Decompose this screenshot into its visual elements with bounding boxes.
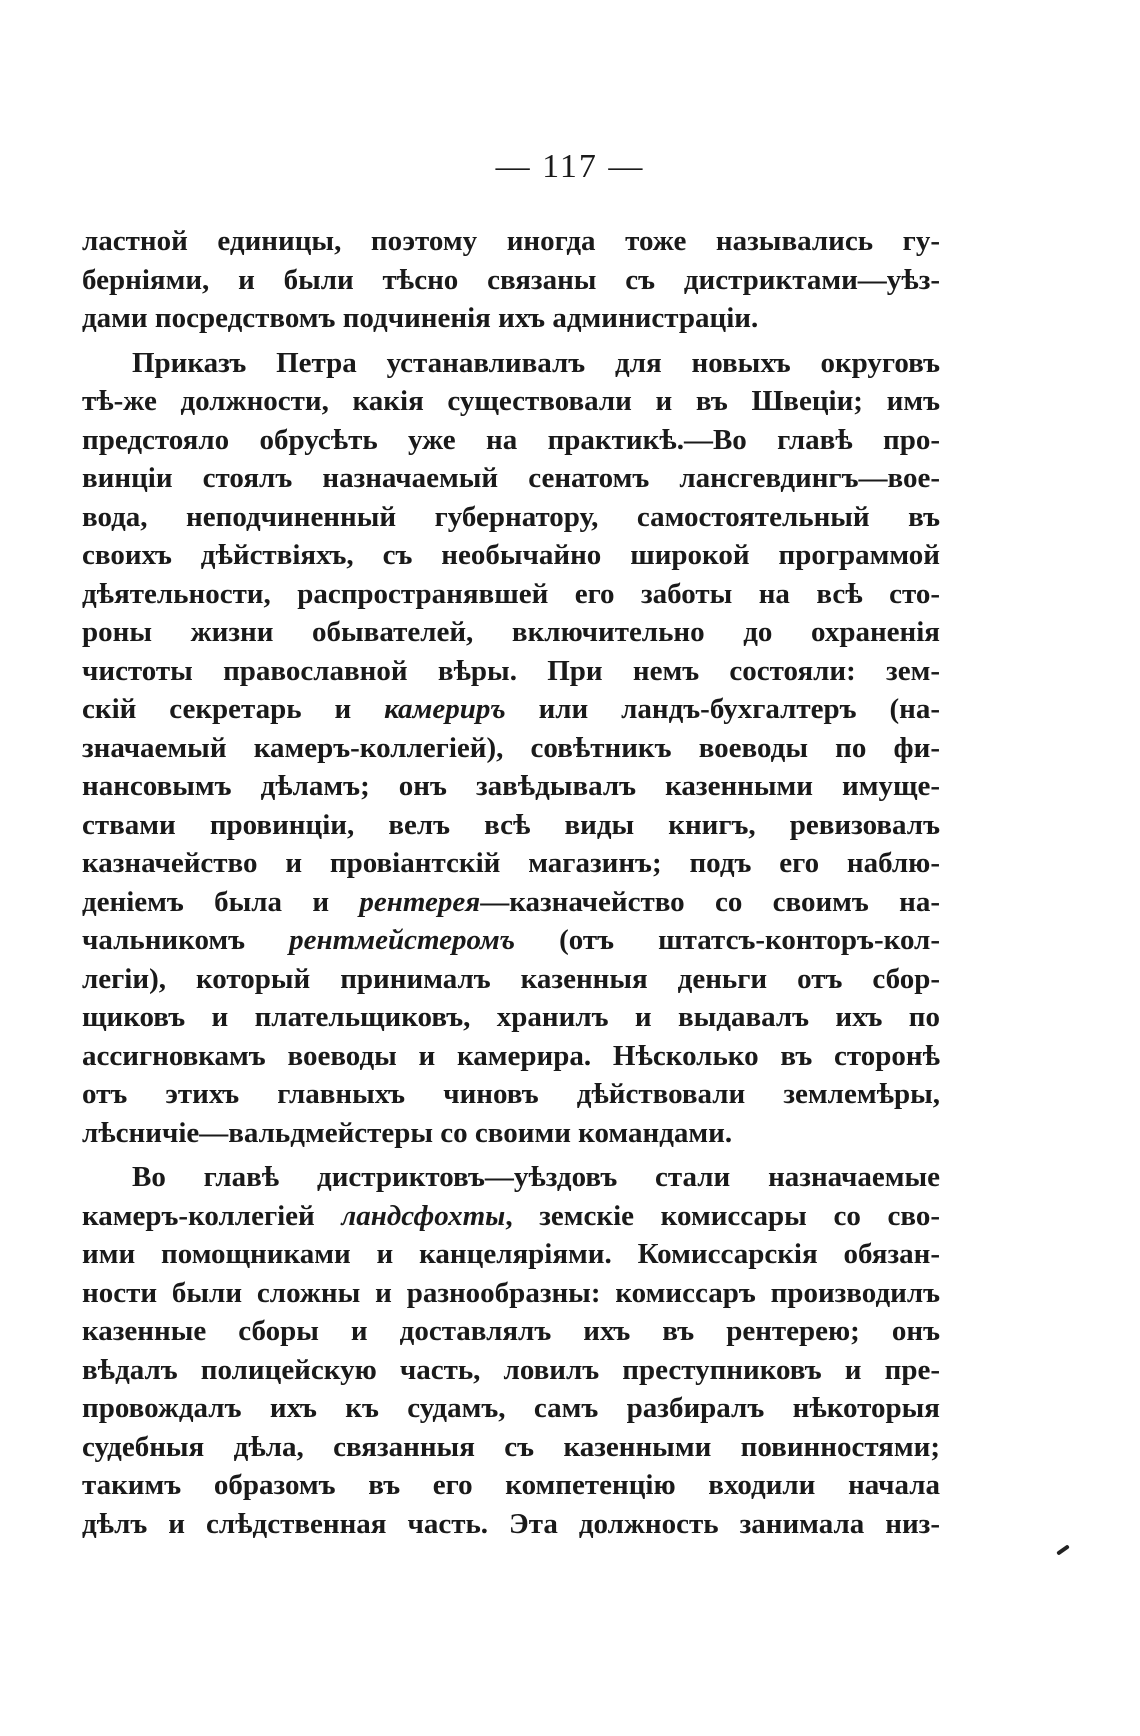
text-line	[82, 960, 940, 999]
text-run: (отъ штатсъ-конторъ-кол-	[515, 924, 940, 956]
text-line	[82, 806, 940, 845]
text-line	[82, 536, 940, 575]
text-line	[82, 1389, 940, 1428]
text-line	[82, 1428, 940, 1467]
text-run: ластной единицы, поэтому иногда тоже назывались гу-	[82, 225, 940, 257]
text-line	[82, 1197, 940, 1236]
text-run: чальникомъ	[82, 924, 290, 956]
text-line	[82, 1158, 940, 1197]
text-line	[82, 690, 940, 729]
text-run: своихъ дѣйствіяхъ, съ необычайно широкой программой	[82, 539, 940, 571]
text-line	[82, 652, 940, 691]
text-run: предстояло обрусѣть уже на практикѣ.—Во главѣ про-	[82, 423, 940, 456]
text-line	[82, 575, 940, 614]
text-run: вѣдалъ полицейскую часть, ловилъ преступниковъ и пре-	[82, 1353, 940, 1386]
text-run: Во главѣ дистриктовъ—уѣздовъ стали назначаемые	[132, 1161, 940, 1193]
text-line	[82, 1075, 940, 1114]
print-speck	[1056, 1544, 1070, 1555]
text-line	[82, 382, 940, 421]
text-run: ассигновкамъ воеводы и камерира. Нѣсколько въ сторонѣ	[82, 1039, 940, 1072]
text-run: отъ этихъ главныхъ чиновъ дѣйствовали землемѣры,	[82, 1078, 940, 1110]
body-text	[82, 222, 940, 1543]
text-run: роны жизни обывателей, включительно до охраненія	[82, 616, 940, 648]
text-run: дѣятельности, распространявшей его заботы на всѣ сто-	[82, 577, 940, 610]
text-line	[82, 729, 940, 768]
text-line	[82, 1114, 940, 1153]
text-run: берніями, и были тѣсно связаны съ дистриктами—уѣз-	[82, 263, 940, 296]
text-line	[82, 883, 940, 922]
text-run: казначейство и провіантскій магазинъ; подъ его наблю-	[82, 847, 940, 879]
italic-term: рентмейстеромъ	[289, 924, 516, 956]
text-line	[82, 1505, 940, 1544]
paragraph	[82, 344, 940, 1153]
text-line	[82, 344, 940, 383]
text-run: судебныя дѣла, связанныя съ казенными повинностями;	[82, 1430, 940, 1463]
text-run: чистоты православной вѣры. При немъ состояли: зем-	[82, 654, 940, 687]
text-line	[82, 844, 940, 883]
text-run: щиковъ и плательщиковъ, хранилъ и выдавалъ ихъ по	[82, 1001, 940, 1033]
paragraph	[82, 1158, 940, 1543]
text-line	[82, 299, 940, 338]
text-line	[82, 1235, 940, 1274]
text-run: или ландъ-бухгалтеръ (на-	[505, 693, 940, 725]
text-line	[82, 222, 940, 261]
text-run: дѣлъ и слѣдственная часть. Эта должность занимала низ-	[82, 1507, 940, 1540]
text-line	[82, 498, 940, 537]
text-line	[82, 1351, 940, 1390]
text-line	[82, 1037, 940, 1076]
text-run: ности были сложны и разнообразны: комиссаръ производилъ	[82, 1276, 940, 1309]
text-line	[82, 921, 940, 960]
text-run: вода, неподчиненный губернатору, самостоятельный въ	[82, 500, 940, 533]
text-line	[82, 1312, 940, 1351]
italic-term: камериръ	[384, 693, 506, 725]
text-line	[82, 767, 940, 806]
text-line	[82, 998, 940, 1037]
text-run: тѣ-же должности, какія существовали и въ Швеціи; имъ	[82, 385, 940, 417]
text-run: камеръ-коллегіей	[82, 1199, 342, 1232]
italic-term: ландсфохты	[341, 1199, 506, 1232]
text-run: значаемый камеръ-коллегіей), совѣтникъ воеводы по фи-	[82, 731, 940, 764]
text-line	[82, 261, 940, 300]
text-line	[82, 459, 940, 498]
text-line	[82, 1274, 940, 1313]
text-run: легіи), который принималъ казенныя деньги отъ сбор-	[82, 962, 940, 995]
italic-term: рентерея	[359, 885, 481, 918]
text-run: дами посредствомъ подчиненія ихъ администраціи.	[82, 302, 759, 334]
text-run: деніемъ была и	[82, 885, 360, 918]
text-run: такимъ образомъ въ его компетенцію входили начала	[82, 1469, 940, 1501]
text-run: ствами провинціи, велъ всѣ виды книгъ, ревизовалъ	[82, 808, 940, 841]
text-run: нансовымъ дѣламъ; онъ завѣдывалъ казенными имуще-	[82, 770, 940, 802]
paragraph	[82, 222, 940, 338]
text-run: —казначейство со своимъ на-	[480, 885, 940, 918]
page-number: — 117 —	[495, 148, 645, 185]
text-run: лѣсничіе—вальдмейстеры со своими командами.	[82, 1116, 733, 1149]
text-line	[82, 421, 940, 460]
text-line	[82, 613, 940, 652]
text-run: скій секретарь и	[82, 693, 385, 725]
text-run: ими помощниками и канцеляріями. Комиссарскія обязан-	[82, 1238, 940, 1270]
text-run: винціи стоялъ назначаемый сенатомъ лансгевдингъ—вое-	[82, 462, 940, 494]
text-line	[82, 1466, 940, 1505]
text-run: провождалъ ихъ къ судамъ, самъ разбиралъ нѣкоторыя	[82, 1392, 940, 1424]
text-run: казенные сборы и доставлялъ ихъ въ рентерею; онъ	[82, 1315, 940, 1347]
text-run: , земскіе комиссары со сво-	[505, 1199, 940, 1232]
text-run: Приказъ Петра устанавливалъ для новыхъ округовъ	[132, 346, 940, 379]
